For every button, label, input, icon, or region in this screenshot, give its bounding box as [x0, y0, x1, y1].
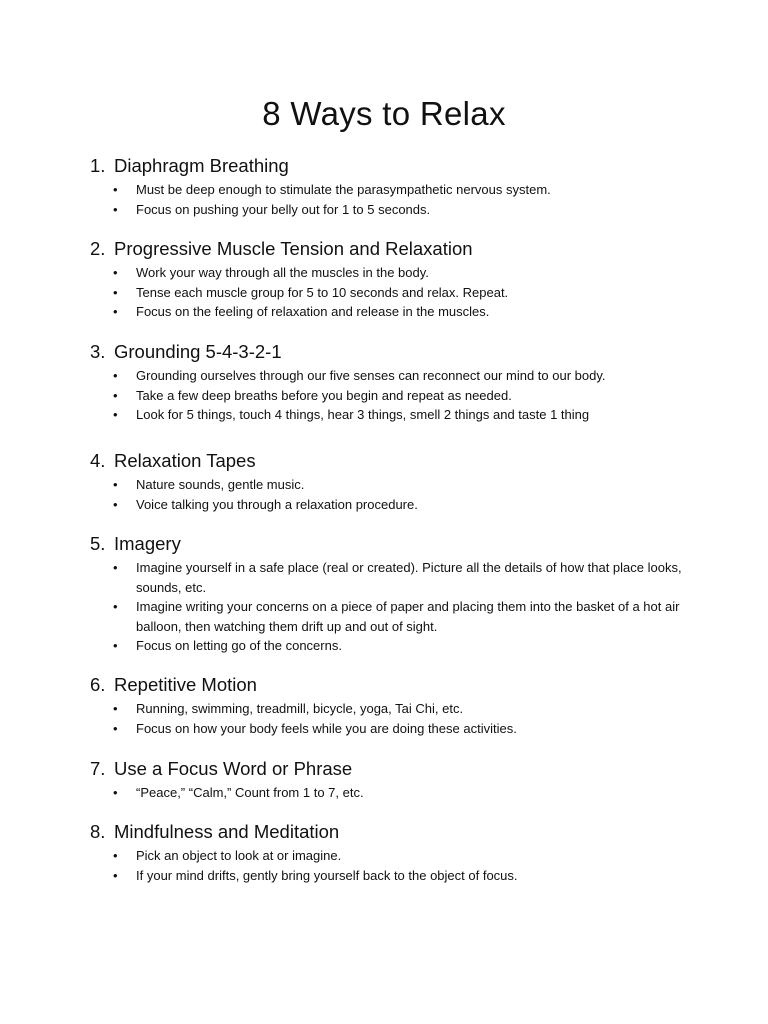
list-item [90, 283, 690, 303]
section-number: 5. [90, 533, 106, 554]
list-item-text: Tense each muscle group for 5 to 10 seconds and relax. Repeat. [136, 284, 509, 300]
section-3 [90, 340, 690, 425]
section-number: 4. [90, 450, 106, 471]
section-title: Imagery [114, 533, 181, 554]
list-item-text: Nature sounds, gentle music. [136, 477, 305, 492]
list-item-text: Grounding ourselves through our five senses can reconnect our mind to our body. [136, 368, 606, 383]
list-item-text: Focus on how your body feels while you are doing these activities. [136, 720, 517, 736]
list-item [90, 846, 690, 866]
section-heading [90, 449, 690, 473]
list-item [90, 366, 690, 386]
bullet-icon: • [113, 785, 118, 800]
bullet-list [90, 366, 690, 425]
list-item [90, 783, 690, 803]
list-item-text: Imagine yourself in a safe place (real or created). Picture all the details of how that place looks, sounds, etc. [136, 560, 682, 595]
section-number: 6. [90, 674, 106, 695]
bullet-icon: • [113, 387, 118, 403]
bullet-icon: • [113, 182, 118, 197]
list-item-text: Pick an object to look at or imagine. [136, 848, 342, 863]
list-item [90, 558, 690, 597]
bullet-icon: • [113, 265, 118, 280]
list-item [90, 200, 690, 220]
section-number: 1. [90, 155, 106, 176]
list-item-text: Voice talking you through a relaxation procedure. [136, 496, 418, 512]
list-item-text: Take a few deep breaths before you begin and repeat as needed. [136, 387, 512, 403]
section-title: Repetitive Motion [114, 674, 257, 695]
bullet-icon: • [113, 848, 118, 863]
bullet-list [90, 180, 690, 219]
bullet-icon: • [113, 496, 118, 512]
bullet-list [90, 846, 690, 885]
section-title: Use a Focus Word or Phrase [114, 758, 353, 779]
section-title: Mindfulness and Meditation [114, 821, 340, 842]
bullet-list [90, 475, 690, 514]
section-title: Relaxation Tapes [114, 450, 256, 471]
section-heading [90, 340, 690, 364]
list-item [90, 386, 690, 406]
bullet-list [90, 783, 690, 803]
list-item [90, 405, 690, 425]
list-item [90, 475, 690, 495]
bullet-icon: • [113, 560, 118, 575]
section-title: Grounding 5-4-3-2-1 [114, 341, 282, 362]
list-item [90, 495, 690, 515]
section-number: 7. [90, 758, 106, 779]
list-item-text: Focus on pushing your belly out for 1 to 5 seconds. [136, 201, 431, 217]
list-item-text: Running, swimming, treadmill, bicycle, yoga, Tai Chi, etc. [136, 701, 464, 716]
bullet-list [90, 558, 690, 656]
list-item-text: Look for 5 things, touch 4 things, hear 3 things, smell 2 things and taste 1 thing [136, 407, 590, 422]
section-8 [90, 820, 690, 885]
list-item-text: Must be deep enough to stimulate the parasympathetic nervous system. [136, 182, 551, 197]
page-title: 8 Ways to Relax [262, 95, 506, 132]
list-item-text: Imagine writing your concerns on a piece of paper and placing them into the basket of a hot air balloon, then watching them drift up and out of sight. [136, 599, 680, 634]
section-heading [90, 820, 690, 844]
section-number: 2. [90, 238, 106, 259]
bullet-icon: • [113, 407, 118, 422]
section-5 [90, 532, 690, 656]
section-1 [90, 154, 690, 219]
list-item [90, 597, 690, 636]
section-heading [90, 237, 690, 261]
list-item-text: If your mind drifts, gently bring yourself back to the object of focus. [136, 867, 518, 883]
list-item-text: Work your way through all the muscles in the body. [136, 265, 429, 280]
section-6 [90, 673, 690, 738]
list-item [90, 636, 690, 656]
list-item-text: Focus on the feeling of relaxation and release in the muscles. [136, 304, 490, 319]
list-item [90, 699, 690, 719]
bullet-icon: • [113, 867, 118, 883]
list-item [90, 866, 690, 886]
list-item-text: Focus on letting go of the concerns. [136, 638, 342, 653]
list-item [90, 302, 690, 322]
section-heading [90, 532, 690, 556]
list-item [90, 263, 690, 283]
list-item [90, 719, 690, 739]
section-title: Diaphragm Breathing [114, 155, 289, 176]
section-heading [90, 757, 690, 781]
bullet-icon: • [113, 368, 118, 383]
section-number: 8. [90, 821, 106, 842]
bullet-icon: • [113, 477, 118, 492]
section-4 [90, 449, 690, 514]
bullet-icon: • [113, 284, 118, 300]
list-item-text: “Peace,” “Calm,” Count from 1 to 7, etc. [136, 785, 364, 800]
bullet-icon: • [113, 201, 118, 217]
bullet-icon: • [113, 599, 118, 614]
section-heading [90, 673, 690, 697]
bullet-list [90, 263, 690, 322]
bullet-icon: • [113, 638, 118, 653]
section-number: 3. [90, 341, 106, 362]
bullet-icon: • [113, 701, 118, 716]
section-heading [90, 154, 690, 178]
section-title: Progressive Muscle Tension and Relaxation [114, 238, 473, 259]
section-7 [90, 757, 690, 803]
bullet-icon: • [113, 720, 118, 736]
bullet-icon: • [113, 304, 118, 319]
bullet-list [90, 699, 690, 738]
section-2 [90, 237, 690, 322]
list-item [90, 180, 690, 200]
